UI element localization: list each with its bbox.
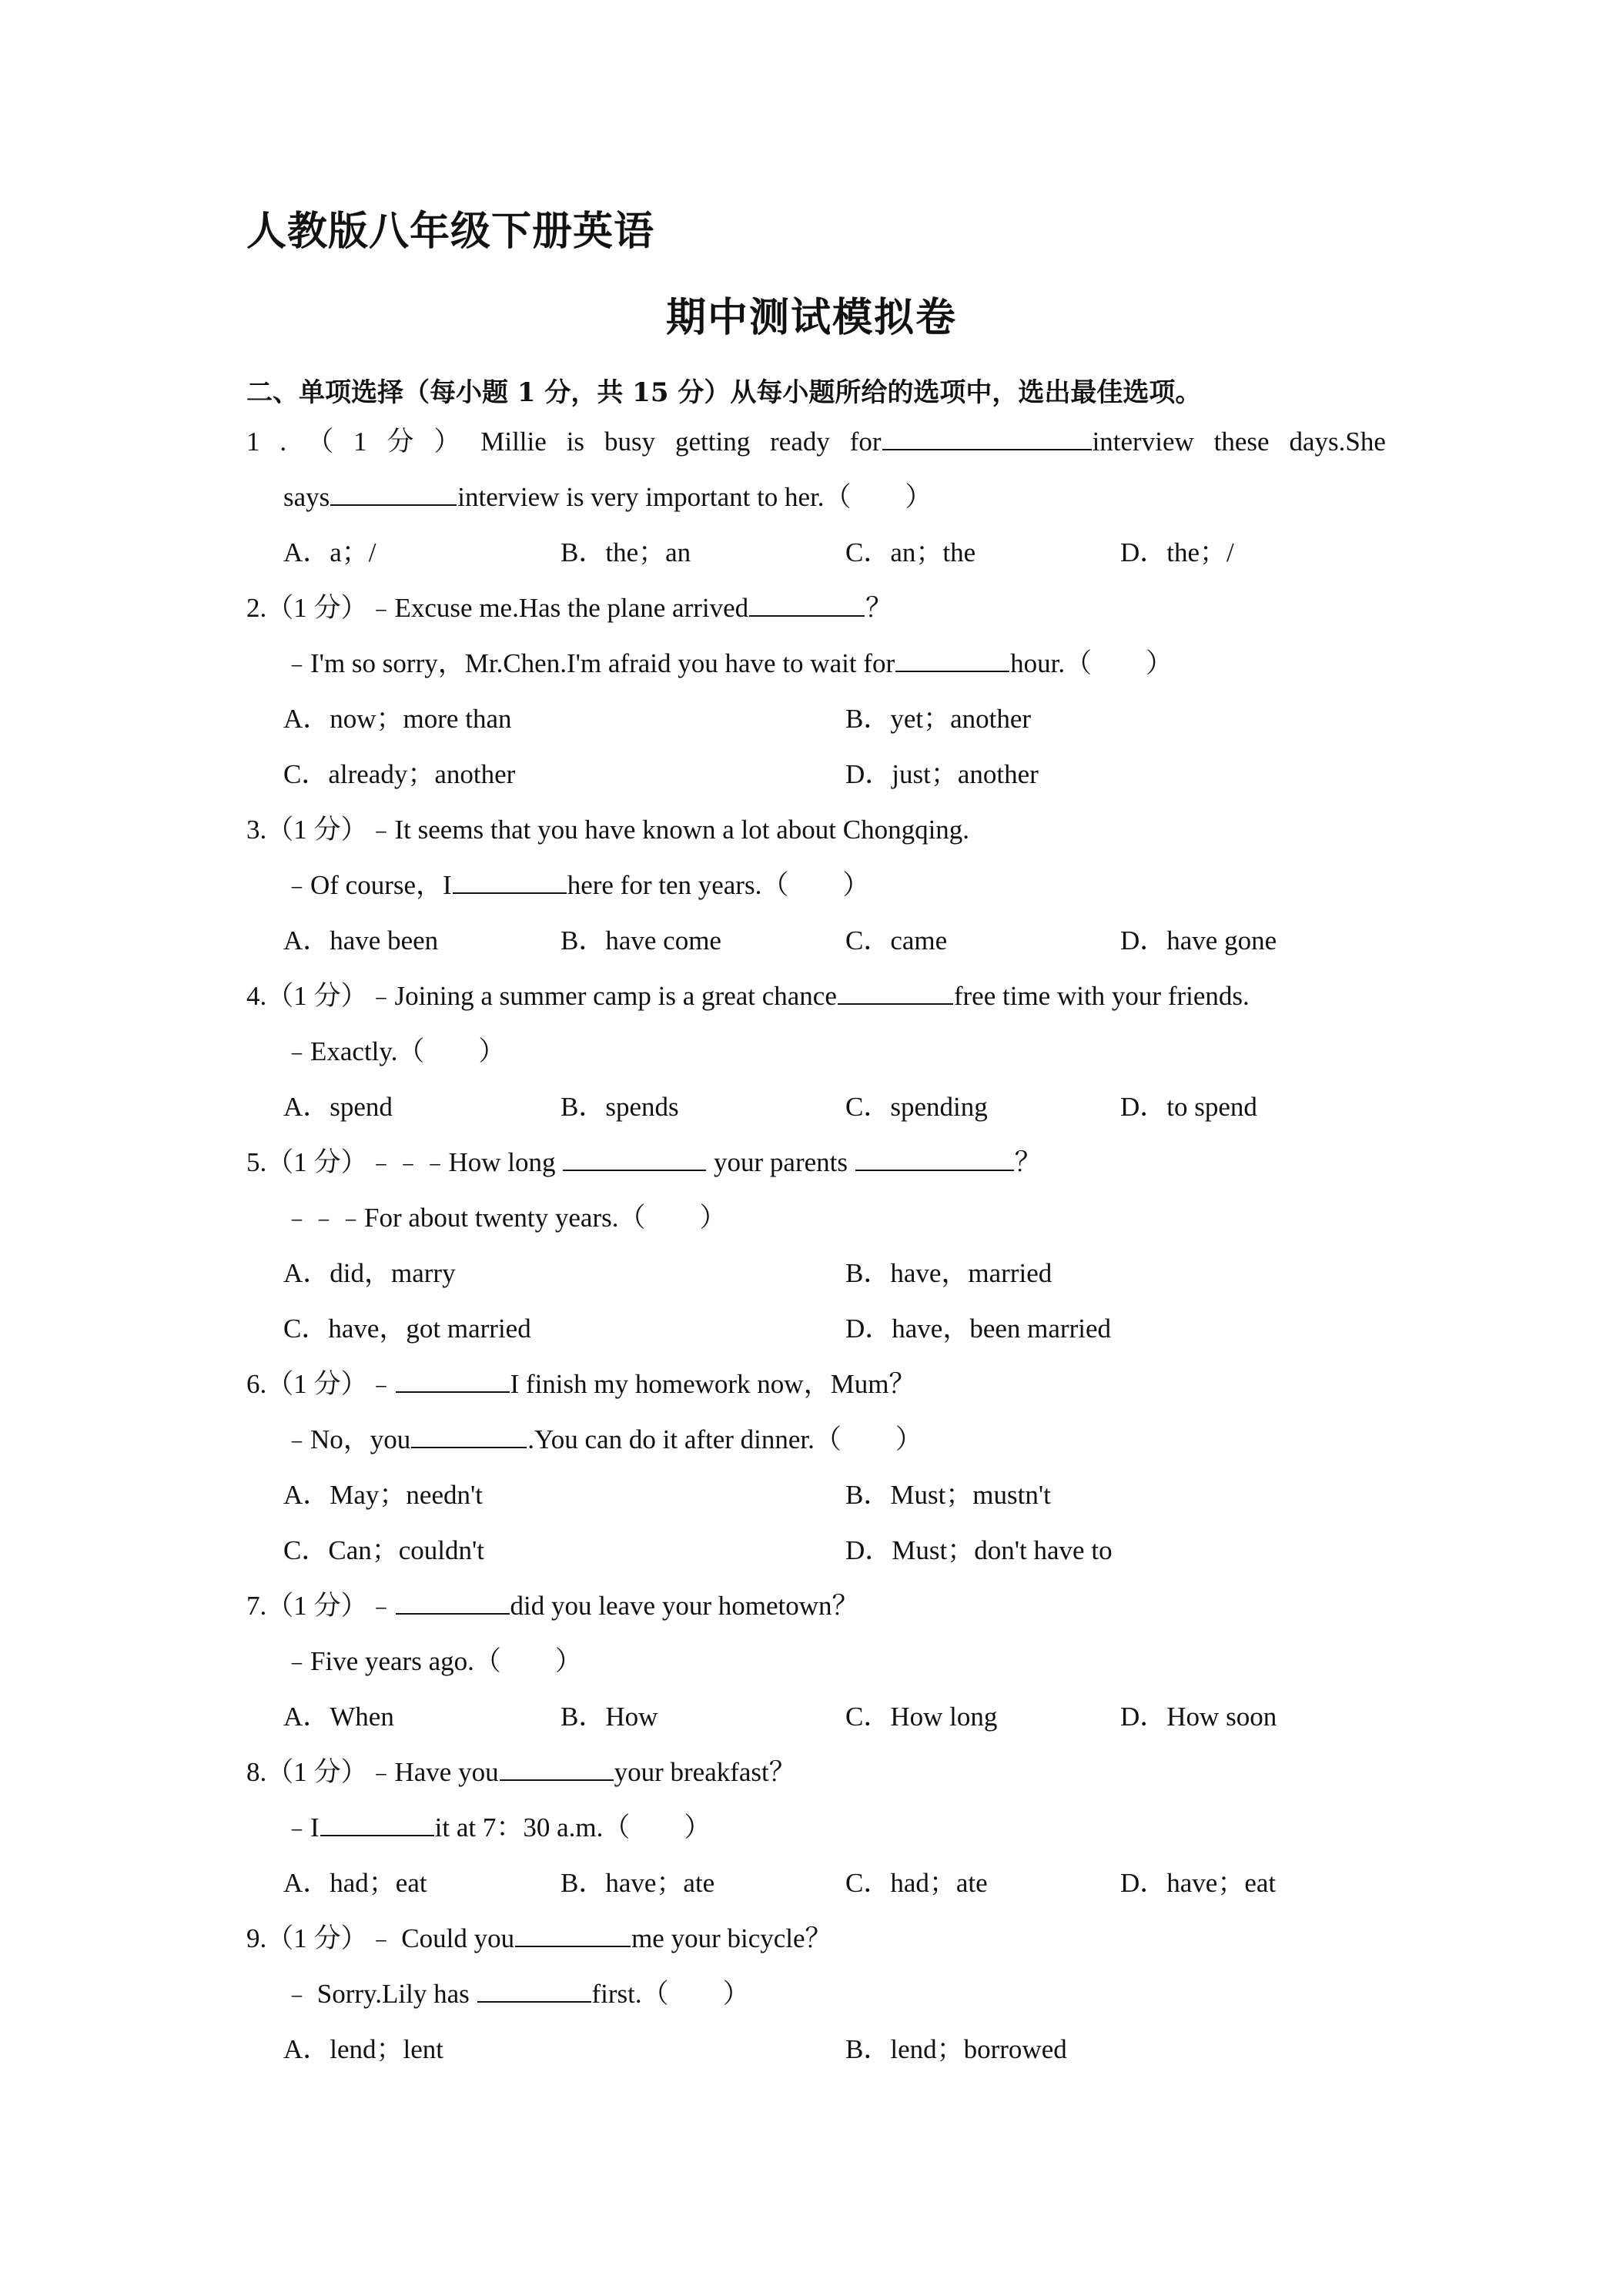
document-subtitle: 期中测试模拟卷 [665,294,957,341]
question-7-line-1: 7.（1 分）﹣ did you leave your hometown？ [246,1591,859,1621]
question-7-line-2: ﹣Five years ago.（ ） [283,1646,582,1676]
question-9-line-2: ﹣ Sorry.Lily has first.（ ） [283,1979,750,2009]
q3-option-d[interactable]: D．have gone [1120,925,1277,956]
q2-option-d[interactable]: D．just；another [845,759,1039,789]
q3-option-c[interactable]: C．came [845,925,948,956]
q1-token: （ [306,427,334,457]
q4-option-d[interactable]: D．to spend [1120,1092,1257,1122]
answer-blank[interactable] [453,869,567,894]
q1-token: ） [433,427,461,457]
q1-token: days.She [1289,427,1386,457]
q1-option-a[interactable]: A．a；/ [283,537,376,567]
answer-blank[interactable] [882,426,1092,450]
question-3-line-2: ﹣Of course，I here for ten years.（ ） [283,870,870,900]
answer-blank[interactable] [320,1812,434,1836]
q7-option-b[interactable]: B．How [561,1702,658,1732]
question-5-line-2: ﹣﹣﹣For about twenty years.（ ） [283,1203,727,1233]
q5-option-b[interactable]: B．have，married [845,1258,1052,1288]
question-6-line-1: 6.（1 分）﹣ I finish my homework now，Mum？ [246,1369,916,1399]
question-5-line-1: 5.（1 分）﹣﹣﹣How long your parents ？ [246,1147,1042,1177]
answer-blank[interactable] [500,1756,614,1781]
q1-token: getting [675,427,751,457]
q7-option-a[interactable]: A．When [283,1702,394,1732]
question-2-line-2: ﹣I'm so sorry，Mr.Chen.I'm afraid you have to wait for hour.（ ） [283,648,1173,678]
q6-option-a[interactable]: A．May；needn't [283,1480,484,1510]
answer-blank[interactable] [330,481,457,506]
question-4-line-1: 4.（1 分）﹣Joining a summer camp is a great chance free time with your friends. [246,981,1250,1011]
question-8-line-1: 8.（1 分）﹣Have you your breakfast？ [246,1757,796,1787]
q6-option-b[interactable]: B．Must；mustn't [845,1480,1051,1510]
question-1-line-1 [246,425,1386,459]
answer-blank[interactable] [411,1424,527,1448]
answer-blank[interactable] [895,648,1009,672]
q7-option-d[interactable]: D．How soon [1120,1702,1277,1732]
answer-blank[interactable] [563,1146,706,1171]
answer-blank[interactable] [396,1590,510,1615]
q1-option-d[interactable]: D．the；/ [1120,537,1234,567]
q6-option-c[interactable]: C．Can；couldn't [283,1535,485,1565]
q1-token: 1 [246,427,260,457]
q1-token: 分 [387,427,414,457]
question-4-line-2: ﹣Exactly.（ ） [283,1036,506,1066]
q3-option-a[interactable]: A．have been [283,925,439,956]
q4-option-c[interactable]: C．spending [845,1092,988,1122]
q1-token: ready [770,427,830,457]
answer-blank[interactable] [477,1978,591,2003]
q1-token: is [566,427,585,457]
q1-for-segment: for interview [849,427,1194,457]
q9-option-a[interactable]: A．lend；lent [283,2034,444,2064]
question-6-line-2: ﹣No，you .You can do it after dinner.（ ） [283,1424,922,1454]
question-3-line-1: 3.（1 分）﹣It seems that you have known a lot about Chongqing. [246,815,970,845]
question-1-line-2: says interview is very important to her.（ ） [283,482,932,512]
q2-option-c[interactable]: C．already；another [283,759,516,789]
q5-option-d[interactable]: D．have，been married [845,1314,1111,1344]
document-title: 人教版八年级下册英语 [246,208,655,255]
q9-option-b[interactable]: B．lend；borrowed [845,2034,1067,2064]
q1-token: busy [604,427,656,457]
q1-option-c[interactable]: C．an；the [845,537,976,567]
q8-option-b[interactable]: B．have；ate [561,1868,715,1898]
q4-option-a[interactable]: A．spend [283,1092,393,1122]
question-2-line-1: 2.（1 分）﹣Excuse me.Has the plane arrived ？ [246,593,893,623]
section-header: 二、单项选择（每小题 1 分，共 15 分）从每小题所给的选项中，选出最佳选项。 [246,377,1202,408]
answer-blank[interactable] [855,1146,1014,1171]
q2-option-a[interactable]: A．now；more than [283,704,512,734]
answer-blank[interactable] [396,1368,510,1393]
q8-option-d[interactable]: D．have；eat [1120,1868,1277,1898]
q1-token: Millie [480,427,547,457]
q1-token: 1 [353,427,367,457]
q7-option-c[interactable]: C．How long [845,1702,998,1732]
question-8-line-2: ﹣I it at 7：30 a.m.（ ） [283,1812,711,1842]
q8-option-a[interactable]: A．had；eat [283,1868,427,1898]
q4-option-b[interactable]: B．spends [561,1092,679,1122]
q5-option-c[interactable]: C．have，got married [283,1314,531,1344]
q1-token: . [279,427,287,457]
q8-option-c[interactable]: C．had；ate [845,1868,988,1898]
answer-blank[interactable] [515,1923,631,1947]
answer-blank[interactable] [749,592,865,617]
q1-option-b[interactable]: B．the；an [561,537,691,567]
answer-blank[interactable] [838,980,953,1005]
question-9-line-1: 9.（1 分）﹣ Could you me your bicycle？ [246,1923,832,1953]
q6-option-d[interactable]: D．Must；don't have to [845,1535,1113,1565]
q2-option-b[interactable]: B．yet；another [845,704,1032,734]
q5-option-a[interactable]: A．did，marry [283,1258,456,1288]
q1-token: these [1213,427,1270,457]
q3-option-b[interactable]: B．have come [561,925,721,956]
